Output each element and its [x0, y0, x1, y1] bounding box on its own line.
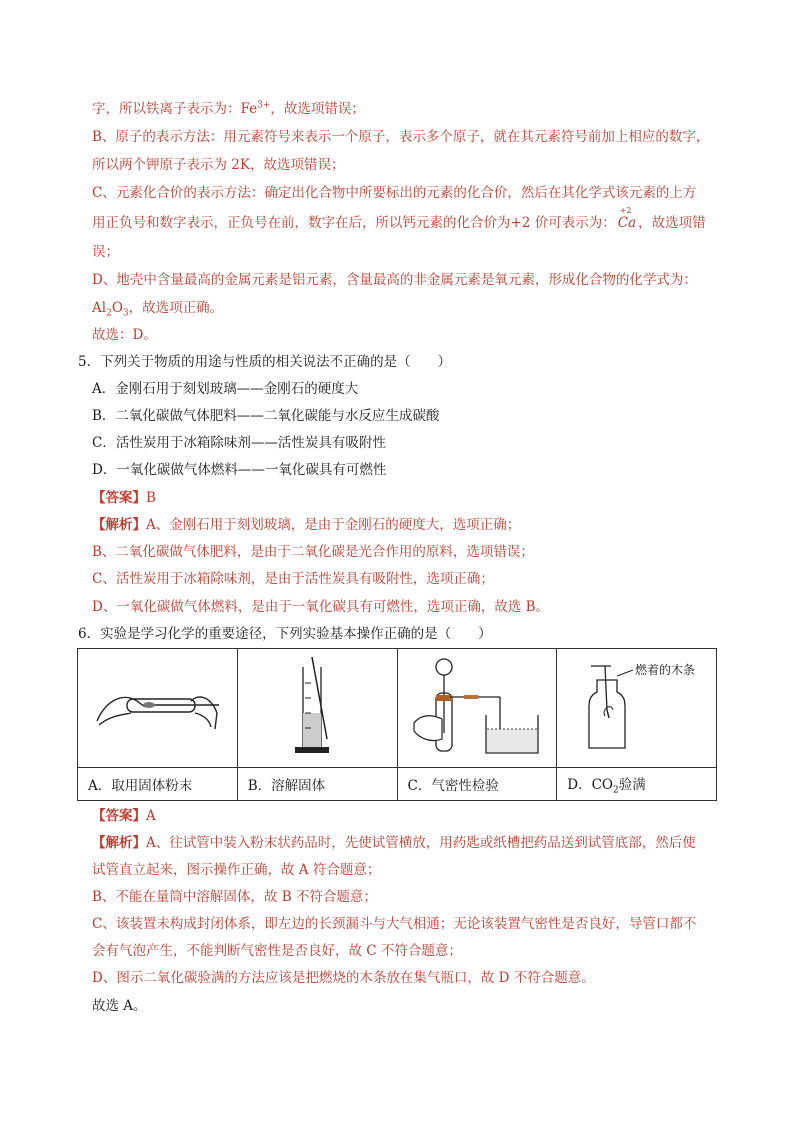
q5-option-b: B．二氧化碳做气体肥料——二氧化碳能与水反应生成碳酸	[92, 408, 440, 424]
q6-analysis-line-7: 故选 A。	[92, 998, 147, 1014]
q6-caption-b: B．溶解固体	[237, 768, 397, 801]
prev-analysis-line-8: $Al_2O_3$，故选项正确。	[92, 300, 224, 319]
q6-image-a	[78, 649, 238, 768]
q5-analysis-line-1: 【解析】A、金刚石用于刻划玻璃，是由于金刚石的硬度大，选项正确；	[92, 517, 521, 533]
q5-stem: 5．下列关于物质的用途与性质的相关说法不正确的是（ ）	[78, 354, 452, 370]
q6-options-table	[77, 648, 717, 801]
q5-analysis-line-2: B、二氧化碳做气体肥料，是由于二氧化碳是光合作用的原料，选项错误；	[92, 544, 534, 560]
q6-analysis-line-2: 试管直立起来，图示操作正确，故 A 符合题意；	[92, 862, 381, 878]
powder-into-test-tube-illustration	[87, 663, 227, 753]
graduated-cylinder-illustration	[277, 653, 357, 763]
q6-caption-d: D．$CO_2$验满	[557, 768, 717, 801]
q5-option-a: A．金刚石用于刻划玻璃——金刚石的硬度大	[92, 381, 359, 397]
q5-option-c: C．活性炭用于冰箱除味剂——活性炭具有吸附性	[92, 435, 386, 451]
q5-analysis-line-4: D、一氧化碳做气体燃料，是由于一氧化碳具有可燃性，选项正确，故选 B。	[92, 599, 550, 615]
q6-caption-c: C．气密性检验	[397, 768, 557, 801]
prev-analysis-line-7: D、地壳中含量最高的金属元素是铝元素，含量最高的非金属元素是氧元素，形成化合物的化学式为：	[92, 272, 697, 288]
prev-analysis-line-2: B、原子的表示方法：用元素符号来表示一个原子，表示多个原子，就在其元素符号前加上相应的数字，	[92, 129, 710, 145]
q6-analysis-line-1: 【解析】A、往试管中装入粉末状药品时，先使试管横放，用药匙或纸槽把药品送到试管底部，然后使	[92, 835, 696, 851]
q6-image-b	[237, 649, 397, 768]
burning-stick-label: 燃着的木条	[634, 663, 695, 677]
q6-answer: 【答案】A	[92, 808, 156, 824]
q5-analysis-line-3: C、活性炭用于冰箱除味剂，是由于活性炭具有吸附性，选项正确；	[92, 571, 494, 587]
prev-analysis-line-3: 所以两个钾原子表示为 2K，故选项错误；	[92, 157, 345, 173]
q6-stem: 6．实验是学习化学的重要途径，下列实验基本操作正确的是（ ）	[78, 626, 492, 642]
q6-analysis-line-6: D、图示二氧化碳验满的方法应该是把燃烧的木条放在集气瓶口，故 D 不符合题意。	[92, 970, 595, 986]
q6-image-d	[557, 649, 717, 768]
q6-analysis-line-3: B、不能在量筒中溶解固体，故 B 不符合题意；	[92, 889, 377, 905]
prev-analysis-line-4: C、元素化合价的表示方法：确定出化合物中所要标出的元素的化合价，然后在其化学式该元素的上方	[92, 185, 697, 201]
airtightness-check-illustration	[402, 653, 552, 763]
prev-analysis-line-6: 误；	[92, 244, 119, 260]
q6-caption-a: A．取用固体粉末	[78, 768, 238, 801]
q5-option-d: D．一氧化碳做气体燃料——一氧化碳具有可燃性	[92, 462, 387, 478]
q5-answer: 【答案】B	[92, 490, 156, 506]
calcium-valence-symbol: +2 Ca	[617, 206, 637, 231]
prev-analysis-line-5: 用正负号和数字表示，正负号在前，数字在后，所以钙元素的化合价为+2 价可表示为： +2 Ca ，故选项错	[92, 206, 706, 231]
prev-analysis-line-9: 故选：D。	[92, 327, 157, 343]
q6-analysis-line-4: C、该装置未构成封闭体系，即左边的长颈漏斗与大气相通；无论该装置气密性是否良好，导管口都不	[92, 916, 697, 932]
prev-analysis-line-1: 字，所以铁离子表示为：$Fe^{3+}$，故选项错误；	[92, 100, 365, 117]
co2-full-check-illustration	[567, 658, 707, 758]
q6-image-c	[397, 649, 557, 768]
q6-analysis-line-5: 会有气泡产生，不能判断气密性是否良好，故 C 不符合题意；	[92, 943, 462, 959]
